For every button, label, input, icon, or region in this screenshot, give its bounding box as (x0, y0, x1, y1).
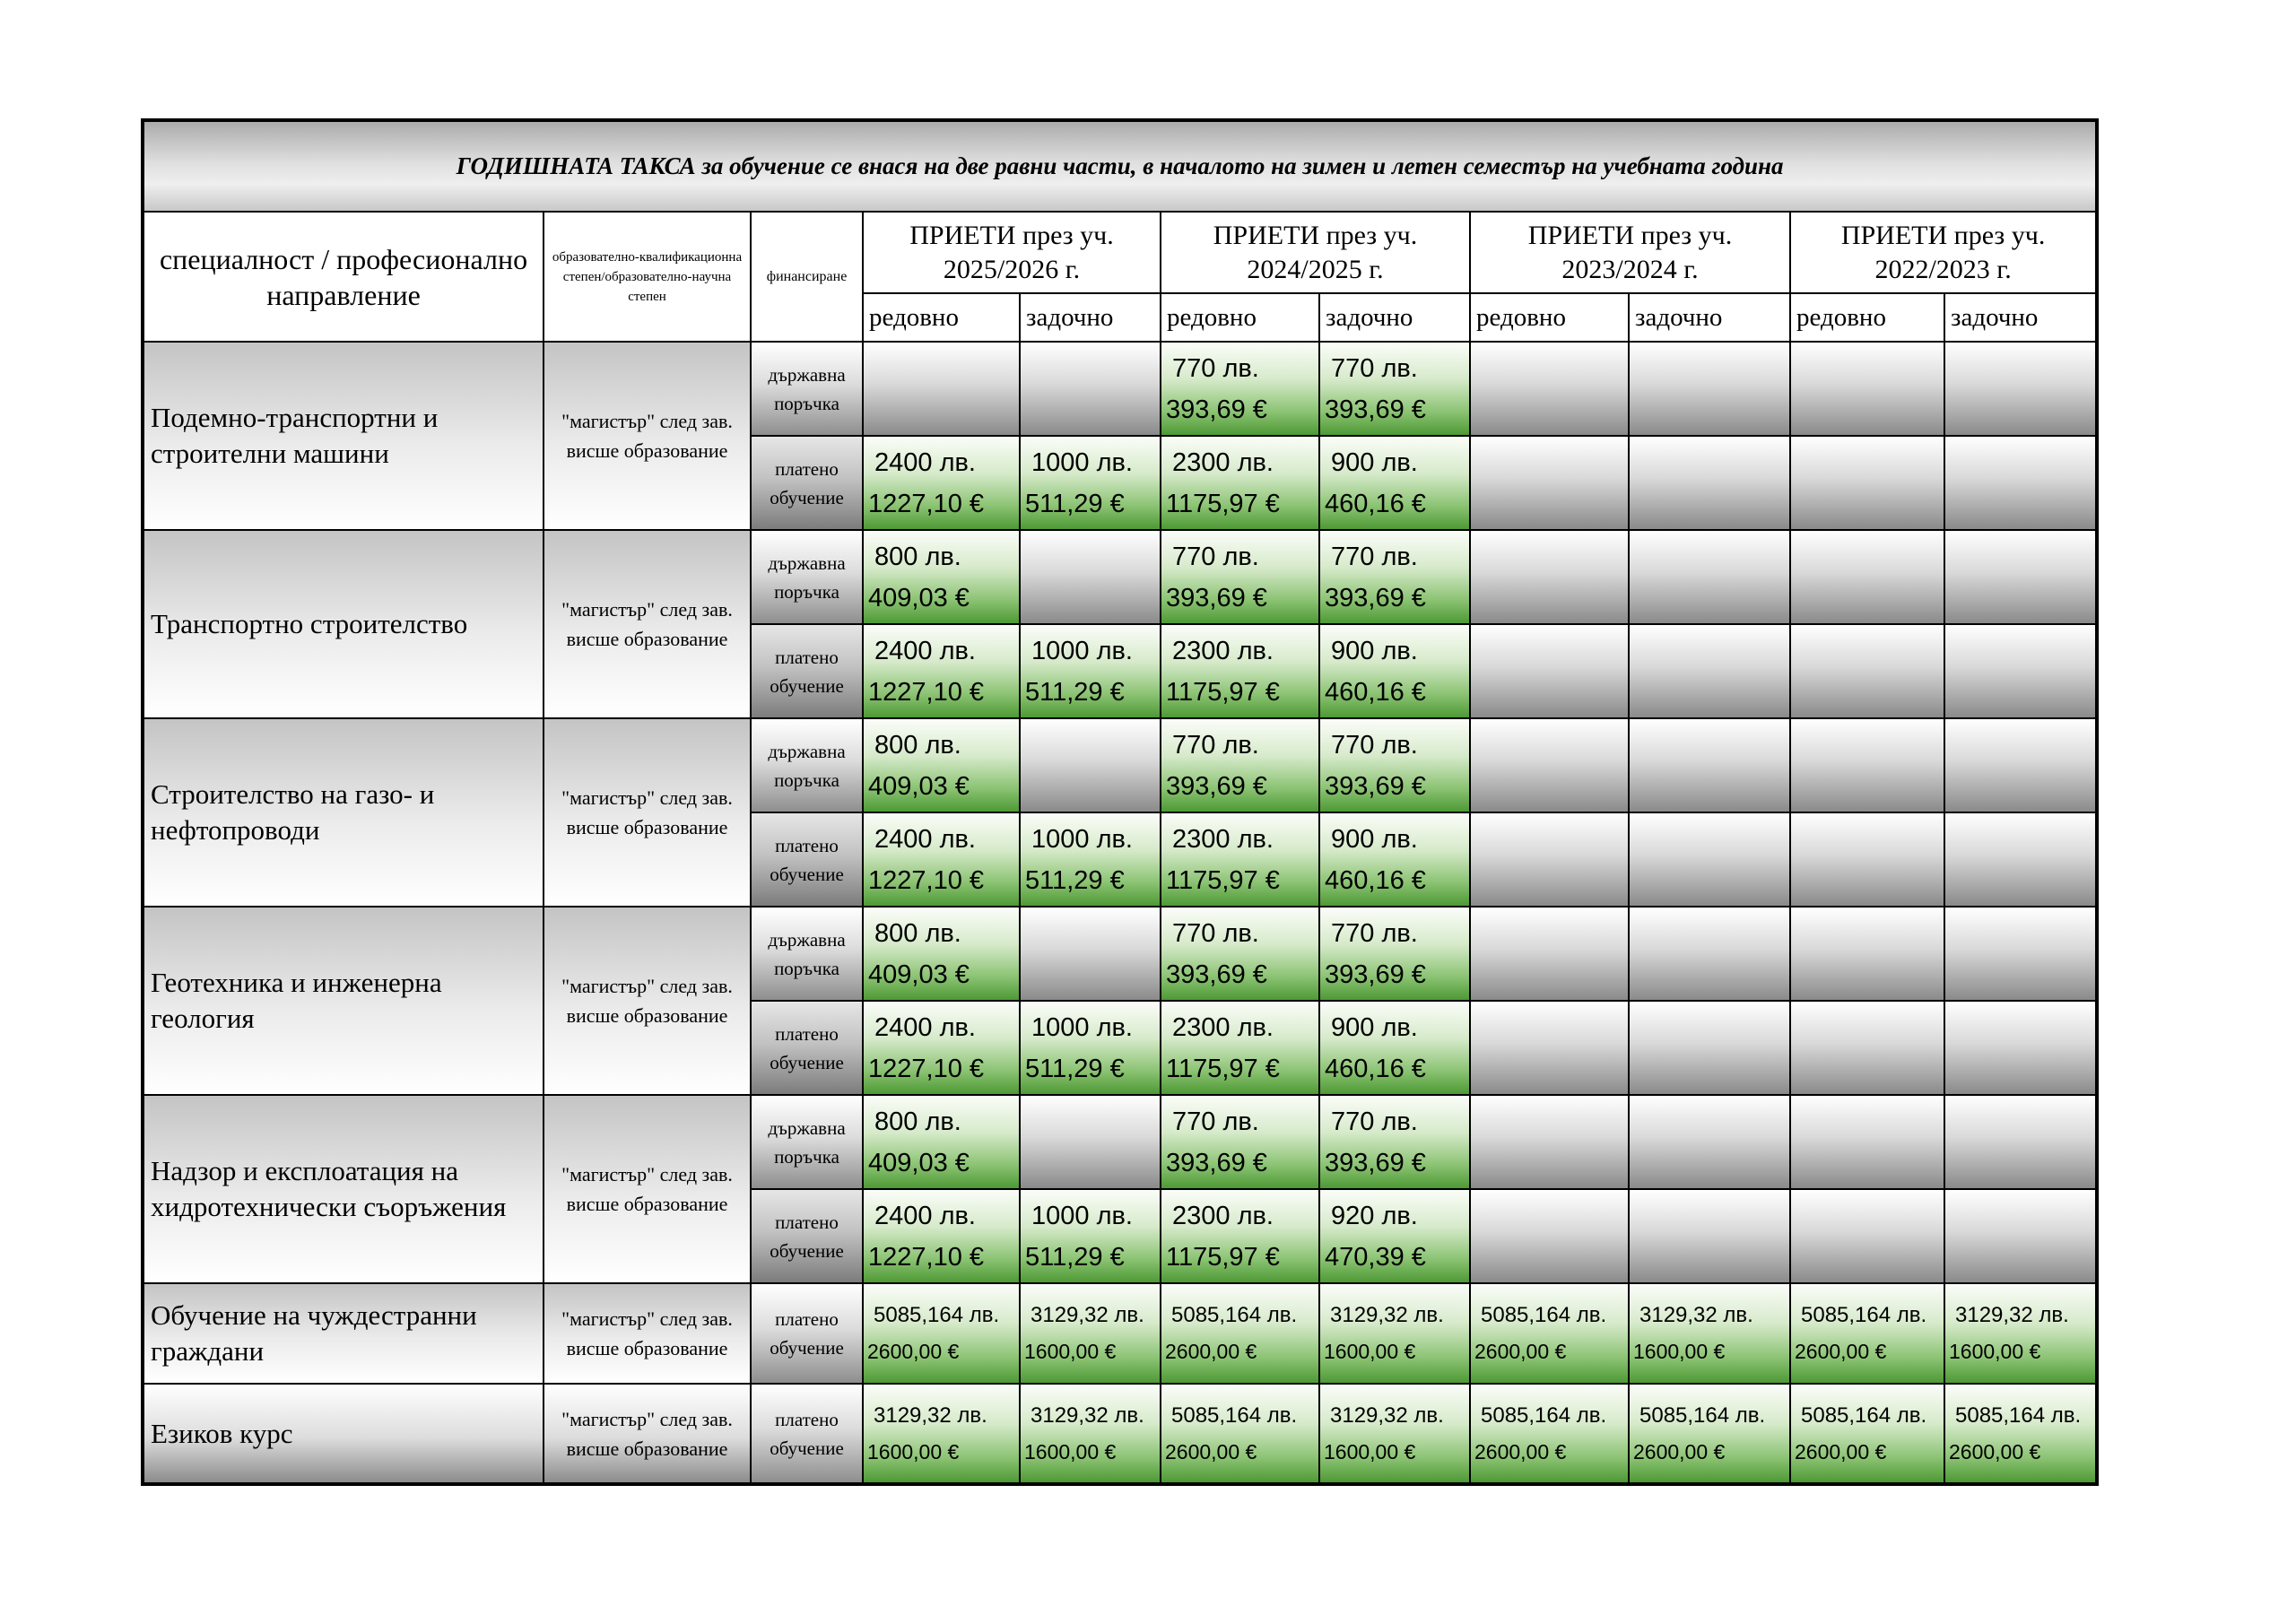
fee-cell (1161, 1095, 1319, 1189)
fee-eur: 1175,97 € (1166, 489, 1280, 518)
fee-eur: 511,29 € (1025, 677, 1125, 707)
fee-cell (1161, 1384, 1319, 1484)
empty-fee-cell (1790, 1095, 1944, 1189)
fee-cell (1020, 436, 1161, 530)
fee-cell (1944, 1384, 2097, 1484)
fee-cell (1161, 1189, 1319, 1283)
fee-bgn: 3129,32 лв. (874, 1403, 987, 1428)
fee-cell (1161, 1283, 1319, 1384)
fee-eur: 393,69 € (1166, 1148, 1267, 1177)
fee-cell (1319, 1001, 1470, 1095)
mode-header-regular: редовно (1161, 293, 1319, 342)
fee-bgn: 3129,32 лв. (1330, 1303, 1444, 1327)
year-header-label: ПРИЕТИ през уч. (1840, 220, 2046, 250)
fee-eur: 409,03 € (868, 1148, 970, 1177)
fee-bgn: 770 лв. (1172, 1107, 1259, 1136)
empty-fee-cell (1470, 530, 1629, 624)
fee-bgn: 770 лв. (1172, 730, 1259, 760)
financing-type: платено обучение (751, 1189, 863, 1283)
fee-eur: 409,03 € (868, 583, 970, 612)
empty-fee-cell (1944, 342, 2097, 436)
empty-fee-cell (1944, 1001, 2097, 1095)
fee-eur: 1175,97 € (1166, 1242, 1280, 1272)
fee-bgn: 2400 лв. (874, 824, 976, 854)
specialty-name: Геотехника и инженерна геология (143, 907, 544, 1095)
fee-eur: 1600,00 € (1024, 1439, 1117, 1463)
fee-bgn: 900 лв. (1331, 447, 1418, 477)
fee-cell (1319, 624, 1470, 718)
empty-fee-cell (1790, 530, 1944, 624)
fee-cell (1020, 1189, 1161, 1283)
fee-eur: 393,69 € (1325, 1148, 1426, 1177)
financing-type: платено обучение (751, 1283, 863, 1384)
financing-type: платено обучение (751, 624, 863, 718)
year-header-2025-2026 (863, 212, 1161, 293)
empty-fee-cell (1470, 436, 1629, 530)
fee-eur: 1227,10 € (868, 677, 985, 707)
empty-fee-cell (1629, 1189, 1790, 1283)
fee-cell (1161, 530, 1319, 624)
fee-bgn: 900 лв. (1331, 1012, 1418, 1042)
fee-cell (1020, 1283, 1161, 1384)
fee-cell (863, 1384, 1020, 1484)
fee-eur: 1600,00 € (1633, 1340, 1726, 1363)
fee-bgn: 2300 лв. (1172, 1201, 1274, 1230)
financing-type: платено обучение (751, 812, 863, 907)
specialty-name: Обучение на чуждестранни граждани (143, 1283, 544, 1384)
specialty-name: Транспортно строителство (143, 530, 544, 718)
fee-eur: 2600,00 € (1165, 1340, 1257, 1363)
fee-cell (863, 530, 1020, 624)
empty-fee-cell (1629, 530, 1790, 624)
fee-cell (1470, 1283, 1629, 1384)
fee-eur: 460,16 € (1325, 677, 1426, 707)
empty-fee-cell (1020, 342, 1161, 436)
fee-cell (1629, 1384, 1790, 1484)
fee-eur: 511,29 € (1025, 1242, 1125, 1272)
financing-type: платено обучение (751, 1001, 863, 1095)
mode-header-part-time: задочно (1944, 293, 2097, 342)
degree-name: "магистър" след зав. висше образование (544, 1283, 751, 1384)
empty-fee-cell (1629, 436, 1790, 530)
fee-bgn: 2300 лв. (1172, 447, 1274, 477)
year-header-year: 2024/2025 г. (1247, 254, 1384, 284)
fee-cell (1790, 1283, 1944, 1384)
fee-eur: 511,29 € (1025, 865, 1125, 895)
fee-eur: 460,16 € (1325, 865, 1426, 895)
fee-bgn: 800 лв. (874, 918, 961, 948)
fee-bgn: 3129,32 лв. (1639, 1303, 1753, 1327)
empty-fee-cell (1020, 1095, 1161, 1189)
fee-eur: 393,69 € (1325, 395, 1426, 424)
fee-cell (1020, 812, 1161, 907)
empty-fee-cell (1470, 624, 1629, 718)
fee-eur: 1600,00 € (1324, 1439, 1416, 1463)
fee-eur: 1600,00 € (1324, 1340, 1416, 1363)
empty-fee-cell (1470, 907, 1629, 1001)
fee-eur: 2600,00 € (1165, 1439, 1257, 1463)
fee-eur: 393,69 € (1166, 583, 1267, 612)
financing-type: държавна поръчка (751, 342, 863, 436)
fee-bgn: 2400 лв. (874, 1201, 976, 1230)
fee-eur: 393,69 € (1325, 583, 1426, 612)
empty-fee-cell (1470, 1095, 1629, 1189)
empty-fee-cell (1790, 812, 1944, 907)
year-header-year: 2022/2023 г. (1874, 254, 2012, 284)
fee-cell (863, 624, 1020, 718)
fee-bgn: 920 лв. (1331, 1201, 1418, 1230)
empty-fee-cell (1790, 436, 1944, 530)
fee-bgn: 5085,164 лв. (1171, 1403, 1298, 1428)
fee-bgn: 800 лв. (874, 1107, 961, 1136)
fee-eur: 2600,00 € (1633, 1439, 1726, 1463)
table-row (143, 907, 2097, 1001)
degree-header: образователно-квалификационна степен/образователно-научна степен (544, 212, 751, 342)
fee-cell (1020, 624, 1161, 718)
fee-bgn: 2300 лв. (1172, 1012, 1274, 1042)
financing-type: платено обучение (751, 1384, 863, 1484)
specialty-name: Надзор и експлоатация на хидротехнически съоръжения (143, 1095, 544, 1283)
year-header-label: ПРИЕТИ през уч. (1213, 220, 1418, 250)
fee-eur: 2600,00 € (1795, 1340, 1887, 1363)
degree-name: "магистър" след зав. висше образование (544, 342, 751, 530)
year-header-2023-2024 (1470, 212, 1790, 293)
table-row (143, 1283, 2097, 1384)
fee-bgn: 3129,32 лв. (1330, 1403, 1444, 1428)
degree-name: "магистър" след зав. висше образование (544, 1095, 751, 1283)
empty-fee-cell (863, 342, 1020, 436)
empty-fee-cell (1629, 1095, 1790, 1189)
empty-fee-cell (1790, 624, 1944, 718)
fee-cell (863, 718, 1020, 812)
empty-fee-cell (1790, 1001, 1944, 1095)
fee-cell (863, 1095, 1020, 1189)
empty-fee-cell (1629, 718, 1790, 812)
fee-eur: 1227,10 € (868, 865, 985, 895)
empty-fee-cell (1944, 812, 2097, 907)
year-header-year: 2025/2026 г. (943, 254, 1081, 284)
fee-bgn: 2400 лв. (874, 1012, 976, 1042)
fee-cell (1944, 1283, 2097, 1384)
year-header-year: 2023/2024 г. (1561, 254, 1699, 284)
fee-cell (1161, 436, 1319, 530)
fee-table (141, 118, 2099, 1486)
fee-bgn: 770 лв. (1331, 730, 1418, 760)
fee-eur: 1600,00 € (867, 1439, 960, 1463)
empty-fee-cell (1629, 624, 1790, 718)
fee-bgn: 770 лв. (1331, 918, 1418, 948)
fee-cell (1319, 530, 1470, 624)
fee-cell (1161, 907, 1319, 1001)
empty-fee-cell (1944, 907, 2097, 1001)
fee-bgn: 2400 лв. (874, 636, 976, 665)
fee-cell (1319, 1283, 1470, 1384)
fee-eur: 511,29 € (1025, 1054, 1125, 1083)
fee-bgn: 3129,32 лв. (1031, 1303, 1144, 1327)
fee-eur: 393,69 € (1166, 771, 1267, 801)
table-row (143, 718, 2097, 812)
empty-fee-cell (1020, 907, 1161, 1001)
fee-bgn: 1000 лв. (1031, 1012, 1133, 1042)
fee-eur: 393,69 € (1325, 960, 1426, 989)
empty-fee-cell (1944, 1095, 2097, 1189)
fee-eur: 409,03 € (868, 960, 970, 989)
mode-header-regular: редовно (1790, 293, 1944, 342)
fee-bgn: 5085,164 лв. (1481, 1403, 1607, 1428)
fee-cell (1161, 718, 1319, 812)
fee-cell (1161, 342, 1319, 436)
fee-bgn: 1000 лв. (1031, 636, 1133, 665)
mode-header-regular: редовно (1470, 293, 1629, 342)
fee-bgn: 3129,32 лв. (1955, 1303, 2069, 1327)
fee-cell (863, 812, 1020, 907)
empty-fee-cell (1944, 530, 2097, 624)
fee-eur: 1175,97 € (1166, 677, 1280, 707)
table-row (143, 342, 2097, 436)
table-title: ГОДИШНАТА ТАКСА за обучение се внася на две равни части, в началото на зимен и летен семестър на учебната година (143, 120, 2097, 212)
empty-fee-cell (1629, 907, 1790, 1001)
fee-bgn: 5085,164 лв. (1481, 1303, 1607, 1327)
fee-cell (863, 436, 1020, 530)
fee-cell (1020, 1001, 1161, 1095)
fee-bgn: 5085,164 лв. (1801, 1303, 1927, 1327)
fee-bgn: 1000 лв. (1031, 447, 1133, 477)
mode-header-regular: редовно (863, 293, 1020, 342)
degree-name: "магистър" след зав. висше образование (544, 907, 751, 1095)
empty-fee-cell (1629, 1001, 1790, 1095)
table-row (143, 1095, 2097, 1189)
financing-type: държавна поръчка (751, 1095, 863, 1189)
fee-eur: 1227,10 € (868, 1054, 985, 1083)
fee-cell (1629, 1283, 1790, 1384)
fee-cell (863, 1283, 1020, 1384)
fee-bgn: 770 лв. (1331, 353, 1418, 383)
fee-cell (1319, 1095, 1470, 1189)
fee-eur: 393,69 € (1166, 395, 1267, 424)
specialty-name: Езиков курс (143, 1384, 544, 1484)
degree-name: "магистър" след зав. висше образование (544, 718, 751, 907)
empty-fee-cell (1470, 342, 1629, 436)
fee-bgn: 2400 лв. (874, 447, 976, 477)
financing-header: финансиране (751, 212, 863, 342)
year-header-label: ПРИЕТИ през уч. (909, 220, 1114, 250)
fee-eur: 1600,00 € (1949, 1340, 2041, 1363)
financing-type: държавна поръчка (751, 530, 863, 624)
fee-bgn: 1000 лв. (1031, 1201, 1133, 1230)
fee-cell (1161, 1001, 1319, 1095)
financing-type: държавна поръчка (751, 718, 863, 812)
specialty-header: специалност / професионално направление (143, 212, 544, 342)
empty-fee-cell (1470, 1189, 1629, 1283)
fee-eur: 1227,10 € (868, 489, 985, 518)
fee-cell (1319, 1189, 1470, 1283)
fee-bgn: 5085,164 лв. (1171, 1303, 1298, 1327)
fee-bgn: 800 лв. (874, 730, 961, 760)
fee-bgn: 800 лв. (874, 542, 961, 571)
empty-fee-cell (1790, 907, 1944, 1001)
empty-fee-cell (1470, 718, 1629, 812)
fee-cell (1790, 1384, 1944, 1484)
fee-bgn: 770 лв. (1331, 542, 1418, 571)
fee-cell (1319, 812, 1470, 907)
fee-cell (1319, 342, 1470, 436)
year-header-label: ПРИЕТИ през уч. (1527, 220, 1733, 250)
fee-eur: 2600,00 € (1795, 1439, 1887, 1463)
fee-bgn: 770 лв. (1172, 353, 1259, 383)
fee-bgn: 2300 лв. (1172, 824, 1274, 854)
fee-cell (863, 1189, 1020, 1283)
degree-name: "магистър" след зав. висше образование (544, 530, 751, 718)
fee-bgn: 3129,32 лв. (1031, 1403, 1144, 1428)
fee-cell (1470, 1384, 1629, 1484)
degree-name: "магистър" след зав. висше образование (544, 1384, 751, 1484)
mode-header-part-time: задочно (1629, 293, 1790, 342)
fee-bgn: 2300 лв. (1172, 636, 1274, 665)
mode-header-part-time: задочно (1319, 293, 1470, 342)
financing-type: платено обучение (751, 436, 863, 530)
fee-bgn: 770 лв. (1172, 542, 1259, 571)
header-row (143, 212, 2097, 293)
fee-table-body (143, 342, 2097, 1484)
table-row (143, 530, 2097, 624)
fee-cell (863, 907, 1020, 1001)
empty-fee-cell (1020, 530, 1161, 624)
title-row (143, 120, 2097, 212)
fee-eur: 511,29 € (1025, 489, 1125, 518)
specialty-name: Строителство на газо- и нефтопроводи (143, 718, 544, 907)
fee-cell (1319, 907, 1470, 1001)
fee-cell (1020, 1384, 1161, 1484)
fee-eur: 1227,10 € (868, 1242, 985, 1272)
fee-bgn: 5085,164 лв. (874, 1303, 1000, 1327)
fee-eur: 2600,00 € (1474, 1439, 1567, 1463)
table-row (143, 1384, 2097, 1484)
empty-fee-cell (1629, 812, 1790, 907)
fee-bgn: 5085,164 лв. (1801, 1403, 1927, 1428)
fee-bgn: 900 лв. (1331, 824, 1418, 854)
empty-fee-cell (1790, 342, 1944, 436)
fee-bgn: 1000 лв. (1031, 824, 1133, 854)
empty-fee-cell (1470, 812, 1629, 907)
fee-eur: 460,16 € (1325, 1054, 1426, 1083)
fee-eur: 1175,97 € (1166, 865, 1280, 895)
fee-cell (1319, 436, 1470, 530)
empty-fee-cell (1944, 624, 2097, 718)
empty-fee-cell (1944, 1189, 2097, 1283)
fee-bgn: 900 лв. (1331, 636, 1418, 665)
fee-eur: 470,39 € (1325, 1242, 1426, 1272)
fee-bgn: 770 лв. (1172, 918, 1259, 948)
mode-header-part-time: задочно (1020, 293, 1161, 342)
fee-eur: 460,16 € (1325, 489, 1426, 518)
empty-fee-cell (1790, 1189, 1944, 1283)
empty-fee-cell (1629, 342, 1790, 436)
empty-fee-cell (1020, 718, 1161, 812)
empty-fee-cell (1944, 436, 2097, 530)
fee-eur: 2600,00 € (1949, 1439, 2041, 1463)
fee-cell (1161, 624, 1319, 718)
fee-cell (863, 1001, 1020, 1095)
year-header-2022-2023 (1790, 212, 2097, 293)
fee-eur: 409,03 € (868, 771, 970, 801)
empty-fee-cell (1790, 718, 1944, 812)
fee-eur: 393,69 € (1325, 771, 1426, 801)
fee-eur: 2600,00 € (1474, 1340, 1567, 1363)
fee-eur: 1175,97 € (1166, 1054, 1280, 1083)
fee-bgn: 770 лв. (1331, 1107, 1418, 1136)
fee-bgn: 5085,164 лв. (1639, 1403, 1766, 1428)
financing-type: държавна поръчка (751, 907, 863, 1001)
fee-bgn: 5085,164 лв. (1955, 1403, 2082, 1428)
year-header-2024-2025 (1161, 212, 1470, 293)
fee-eur: 2600,00 € (867, 1340, 960, 1363)
empty-fee-cell (1470, 1001, 1629, 1095)
specialty-name: Подемно-транспортни и строителни машини (143, 342, 544, 530)
fee-eur: 1600,00 € (1024, 1340, 1117, 1363)
fee-cell (1319, 718, 1470, 812)
fee-cell (1319, 1384, 1470, 1484)
empty-fee-cell (1944, 718, 2097, 812)
fee-eur: 393,69 € (1166, 960, 1267, 989)
fee-cell (1161, 812, 1319, 907)
